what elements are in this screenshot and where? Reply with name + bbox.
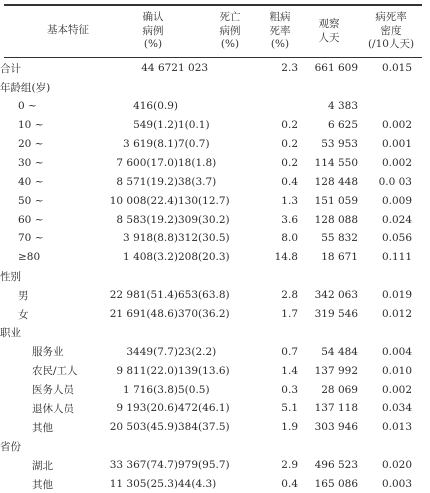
crude-rate-cell: 0.4 <box>281 478 298 491</box>
deaths-cell: 309(30.2) <box>178 213 230 226</box>
row-padding <box>412 286 430 305</box>
row-padding <box>412 135 430 154</box>
crude-rate-cell <box>256 323 298 342</box>
deaths-cell: 979(95.7) <box>178 459 230 472</box>
group-header-row <box>0 267 430 286</box>
header-person-days: 观察 人天 <box>318 18 340 44</box>
person-days-cell: 342 063 <box>314 289 358 302</box>
crude-rate-cell: 2.3 <box>281 62 298 75</box>
crude-rate-cell: 1.7 <box>281 308 298 321</box>
row-label: 年龄组(岁) <box>0 81 51 94</box>
group-header-row <box>0 78 430 97</box>
person-days-cell <box>298 267 358 286</box>
row-label: 男 <box>18 289 29 302</box>
row-label: 10 ~ <box>18 119 44 132</box>
deaths-cell: 1(0.1) <box>178 119 210 132</box>
row-label: 省份 <box>0 440 21 453</box>
person-days-cell: 54 484 <box>321 345 358 358</box>
row-label: 合计 <box>0 62 21 75</box>
crude-rate-cell: 0.7 <box>281 345 298 358</box>
header-crude-rate: 粗病 死率 (%) <box>269 11 291 50</box>
table-row <box>0 475 430 493</box>
deaths-cell: 38(3.7) <box>178 175 217 188</box>
confirmed-cell: 11 305(25.3) <box>109 478 178 491</box>
person-days-cell: 6 625 <box>327 119 358 132</box>
confirmed-cell: 1 716(3.8) <box>123 383 178 396</box>
row-padding <box>412 475 430 493</box>
deaths-cell <box>178 437 256 456</box>
row-label: 20 ~ <box>18 138 44 150</box>
row-label: 50 ~ <box>18 194 44 207</box>
header-feature: 基本特征 <box>47 24 89 36</box>
row-padding <box>412 116 430 135</box>
row-padding <box>412 342 430 361</box>
density-cell: 0.015 <box>381 62 412 75</box>
crude-rate-cell: 0.2 <box>281 156 298 169</box>
row-label: ≥80 <box>18 251 41 264</box>
table-row <box>0 229 430 248</box>
person-days-cell: 55 832 <box>321 232 358 245</box>
row-label: 40 ~ <box>18 175 44 188</box>
confirmed-cell: 8 571(19.2) <box>116 175 178 188</box>
deaths-cell: 18(1.8) <box>178 156 217 169</box>
confirmed-cell: 3 619(8.1) <box>123 138 178 150</box>
crude-rate-cell: 2.8 <box>281 289 298 302</box>
deaths-cell <box>178 267 256 286</box>
row-padding <box>412 248 430 267</box>
person-days-cell: 165 086 <box>314 478 358 491</box>
row-padding <box>412 267 430 286</box>
confirmed-cell: 10 008(22.4) <box>109 194 178 207</box>
density-cell: 0.056 <box>381 232 412 245</box>
header-bottom-rule <box>4 57 422 58</box>
row-label: 70 ~ <box>18 232 44 245</box>
row-padding <box>412 191 430 210</box>
density-cell: 0.010 <box>381 364 412 377</box>
person-days-cell: 303 946 <box>314 421 358 434</box>
density-cell <box>358 97 412 116</box>
person-days-cell: 28 069 <box>321 383 358 396</box>
deaths-cell: 130(12.7) <box>178 194 230 207</box>
row-padding <box>412 418 430 437</box>
person-days-cell: 128 088 <box>314 213 358 226</box>
data-table <box>0 59 430 493</box>
crude-rate-cell: 14.8 <box>274 251 298 264</box>
density-cell <box>358 323 412 342</box>
table-row <box>0 361 430 380</box>
table-row <box>0 399 430 418</box>
density-cell: 0.002 <box>381 156 412 169</box>
crude-rate-cell <box>256 267 298 286</box>
row-label: 女 <box>18 308 29 321</box>
row-label: 其他 <box>32 421 53 434</box>
row-padding <box>412 437 430 456</box>
person-days-cell: 661 609 <box>314 62 358 75</box>
row-label: 退休人员 <box>32 402 74 415</box>
confirmed-cell: 9 193(20.6) <box>116 402 178 415</box>
deaths-cell <box>178 97 256 116</box>
confirmed-cell: 9 811(22.0) <box>116 364 178 377</box>
row-padding <box>412 59 430 78</box>
row-label: 其他 <box>32 478 53 491</box>
deaths-cell: 1 023 <box>178 62 209 75</box>
table-row <box>0 191 430 210</box>
table-row <box>0 172 430 191</box>
density-cell: 0.001 <box>381 138 412 150</box>
crude-rate-cell: 0.4 <box>281 175 298 188</box>
deaths-cell <box>178 78 256 97</box>
density-cell: 0.004 <box>381 345 412 358</box>
density-cell: 0.020 <box>381 459 412 472</box>
density-cell: 0.002 <box>381 119 412 132</box>
crude-rate-cell <box>256 78 298 97</box>
table-row <box>0 342 430 361</box>
table-row <box>0 210 430 229</box>
table-row <box>0 116 430 135</box>
table-row <box>0 305 430 324</box>
deaths-cell: 472(46.1) <box>178 402 230 415</box>
confirmed-cell: 3 918(8.8) <box>123 232 178 245</box>
confirmed-cell: 22 981(51.4) <box>109 289 178 302</box>
row-padding <box>412 399 430 418</box>
density-cell: 0.002 <box>381 383 412 396</box>
header-deaths: 死亡 病例 (%) <box>219 11 241 50</box>
row-padding <box>412 210 430 229</box>
row-label: 30 ~ <box>18 156 44 169</box>
confirmed-cell: 416(0.9) <box>133 100 178 113</box>
deaths-cell: 312(30.5) <box>178 232 230 245</box>
person-days-cell: 137 118 <box>314 402 358 415</box>
deaths-cell: 208(20.3) <box>178 251 230 264</box>
crude-rate-cell: 0.3 <box>281 383 298 396</box>
density-cell: 0.009 <box>381 194 412 207</box>
person-days-cell <box>298 323 358 342</box>
density-cell: 0.012 <box>381 308 412 321</box>
density-cell: 0.034 <box>381 402 412 415</box>
person-days-cell: 137 992 <box>314 364 358 377</box>
deaths-cell: 7(0.7) <box>178 138 210 150</box>
crude-rate-cell: 1.3 <box>281 194 298 207</box>
row-padding <box>412 380 430 399</box>
density-cell <box>358 437 412 456</box>
row-label: 职业 <box>0 327 21 340</box>
row-padding <box>412 97 430 116</box>
crude-rate-cell: 3.6 <box>281 213 298 226</box>
deaths-cell: 653(63.8) <box>178 289 230 302</box>
row-label: 湖北 <box>32 459 53 472</box>
group-header-row <box>0 437 430 456</box>
person-days-cell: 114 550 <box>314 156 358 169</box>
row-label: 农民/工人 <box>32 365 78 378</box>
table-row <box>0 380 430 399</box>
density-cell: 0.003 <box>381 478 412 491</box>
confirmed-cell <box>104 267 178 286</box>
row-padding <box>412 305 430 324</box>
confirmed-cell: 549(1.2) <box>133 119 178 132</box>
deaths-cell: 44(4.3) <box>178 478 217 491</box>
row-padding <box>412 361 430 380</box>
row-padding <box>412 78 430 97</box>
confirmed-cell <box>104 323 178 342</box>
row-label: 医务人员 <box>32 384 74 397</box>
density-cell: 0.019 <box>381 289 412 302</box>
deaths-cell: 23(2.2) <box>178 345 217 358</box>
person-days-cell: 4 383 <box>327 100 358 113</box>
deaths-cell: 370(36.2) <box>178 308 230 321</box>
person-days-cell: 496 523 <box>314 459 358 472</box>
person-days-cell: 151 059 <box>314 194 358 207</box>
density-cell <box>358 267 412 286</box>
row-padding <box>412 229 430 248</box>
row-label: 性别 <box>0 270 21 283</box>
confirmed-cell: 8 583(19.2) <box>116 213 178 226</box>
crude-rate-cell: 2.9 <box>281 459 298 472</box>
confirmed-cell: 20 503(45.9) <box>109 421 178 434</box>
row-padding <box>412 172 430 191</box>
density-cell <box>358 78 412 97</box>
person-days-cell: 128 448 <box>314 175 358 188</box>
density-cell: 0.024 <box>381 213 412 226</box>
group-header-row <box>0 323 430 342</box>
crude-rate-cell: 0.2 <box>281 119 298 132</box>
deaths-cell: 384(37.5) <box>178 421 230 434</box>
person-days-cell: 18 671 <box>321 251 358 264</box>
density-cell: 0.013 <box>381 421 412 434</box>
confirmed-cell <box>104 78 178 97</box>
person-days-cell: 53 953 <box>321 138 358 150</box>
table-row <box>0 418 430 437</box>
confirmed-cell: 44 672 <box>141 62 178 75</box>
crude-rate-cell: 0.2 <box>281 138 298 150</box>
crude-rate-cell <box>256 97 298 116</box>
table-row <box>0 286 430 305</box>
confirmed-cell: 21 691(48.6) <box>109 308 178 321</box>
crude-rate-cell: 1.4 <box>281 364 298 377</box>
crude-rate-cell: 5.1 <box>281 402 298 415</box>
table-row <box>0 59 430 78</box>
deaths-cell: 5(0.5) <box>178 383 210 396</box>
density-cell: 0.111 <box>381 251 412 264</box>
table-row <box>0 135 430 154</box>
density-cell: 0.0 03 <box>378 175 412 188</box>
person-days-cell <box>298 437 358 456</box>
confirmed-cell: 1 408(3.2) <box>123 251 178 264</box>
crude-rate-cell: 1.9 <box>281 421 298 434</box>
row-padding <box>412 153 430 172</box>
table-row <box>0 97 430 116</box>
person-days-cell <box>298 78 358 97</box>
row-label: 服务业 <box>32 346 64 359</box>
crude-rate-cell <box>256 437 298 456</box>
table-row <box>0 248 430 267</box>
deaths-cell <box>178 323 256 342</box>
confirmed-cell: 7 600(17.0) <box>116 156 178 169</box>
table-row <box>0 153 430 172</box>
confirmed-cell <box>104 437 178 456</box>
header-mortality-density: 病死率 密度 (/10人天) <box>367 11 415 50</box>
person-days-cell: 319 546 <box>314 308 358 321</box>
row-label: 0 ~ <box>18 100 37 113</box>
row-label: 60 ~ <box>18 213 44 226</box>
confirmed-cell: 33 367(74.7) <box>109 459 178 472</box>
confirmed-cell: 3449(7.7) <box>126 345 178 358</box>
row-padding <box>412 323 430 342</box>
table-top-rule <box>4 4 422 6</box>
header-confirmed: 确认 病例 (%) <box>142 11 164 50</box>
deaths-cell: 139(13.6) <box>178 364 230 377</box>
crude-rate-cell: 8.0 <box>281 232 298 245</box>
